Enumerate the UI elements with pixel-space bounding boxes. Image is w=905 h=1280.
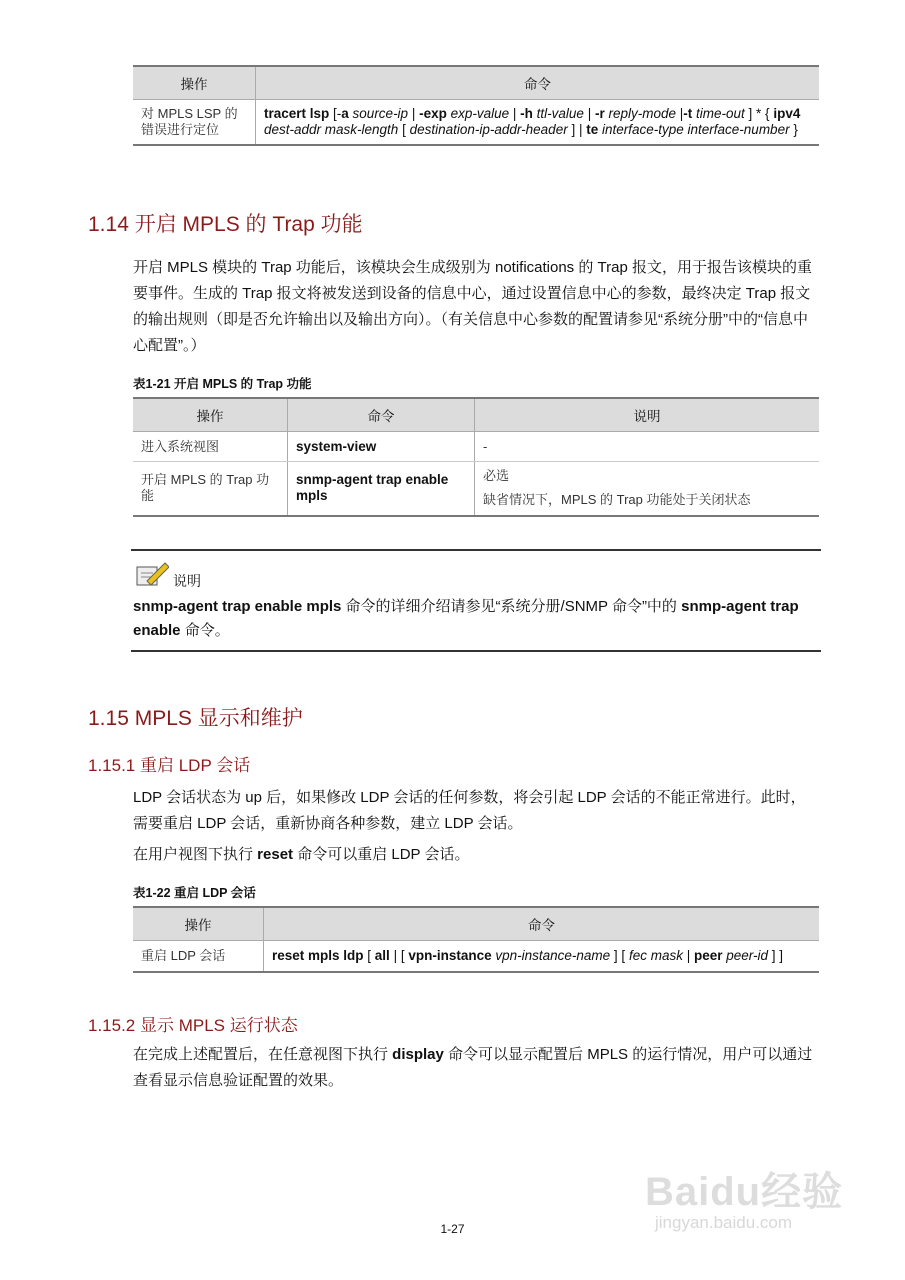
operation-cell: 对 MPLS LSP 的错误进行定位 <box>133 100 256 146</box>
parameter-text: reply-mode <box>608 106 676 121</box>
text-segment: | <box>408 106 420 121</box>
text-segment: | <box>509 106 521 121</box>
note-text <box>133 595 819 643</box>
keyword-text: snmp-agent trap enable <box>133 598 799 639</box>
header-operation: 操作 <box>133 907 264 941</box>
reset-ldp-table <box>133 906 819 973</box>
operation-cell: 开启 MPLS 的 Trap 功能 <box>133 462 288 516</box>
keyword-text: ipv4 <box>773 106 801 121</box>
page-number: 1-27 <box>440 1222 465 1236</box>
table-caption: 表1-21 开启 MPLS 的 Trap 功能 <box>133 377 312 391</box>
note-pencil-icon <box>135 561 169 592</box>
command-table-tracert <box>133 65 819 146</box>
keyword-text: -r <box>594 106 609 121</box>
command-cell: snmp-agent trap enable mpls <box>288 462 475 516</box>
text-segment: [ <box>363 947 375 963</box>
keyword-text: -t <box>683 106 697 121</box>
text-segment: 命令。 <box>180 622 230 639</box>
section-heading-1-15-1: 1.15.1 重启 LDP 会话 <box>88 756 251 775</box>
text-segment: [ <box>398 122 410 137</box>
header-command: 命令 <box>288 398 475 432</box>
note-label: 说明 <box>173 573 201 589</box>
parameter-text: dest-addr mask-length <box>264 122 399 137</box>
header-operation: 操作 <box>133 66 256 100</box>
section-heading-1-14: 1.14 开启 MPLS 的 Trap 功能 <box>88 213 363 236</box>
operation-cell: 进入系统视图 <box>133 432 288 462</box>
parameter-text: source-ip <box>352 106 409 121</box>
operation-cell: 重启 LDP 会话 <box>133 941 264 972</box>
keyword-text: a <box>341 106 353 121</box>
keyword-text: snmp-agent trap enable mpls <box>133 598 342 615</box>
parameter-text: destination-ip-addr-header <box>409 122 568 137</box>
text-segment: | <box>682 947 694 963</box>
text-segment: 命令可以重启 LDP 会话。 <box>293 846 470 863</box>
table-row <box>133 462 819 516</box>
table-row <box>133 432 819 462</box>
text-segment: | <box>583 106 595 121</box>
header-command: 命令 <box>264 907 820 941</box>
command-cell: system-view <box>288 432 475 462</box>
text-segment: 在用户视图下执行 <box>133 846 258 863</box>
parameter-text: interface-type interface-number <box>601 122 790 137</box>
note-box <box>131 549 821 652</box>
command-cell <box>256 100 820 146</box>
baidu-watermark-url: jingyan.baidu.com <box>655 1213 793 1232</box>
keyword-text: te <box>586 122 602 137</box>
text-segment: ] ] <box>768 947 784 963</box>
table-row <box>133 941 819 972</box>
parameter-text: vpn-instance-name <box>495 947 611 963</box>
keyword-text: tracert lsp <box>264 106 334 121</box>
paragraph <box>133 842 819 868</box>
parameter-text: fec mask <box>628 947 683 963</box>
paragraph: 开启 MPLS 模块的 Trap 功能后，该模块会生成级别为 notifications 的 Trap 报文，用于报告该模块的重要事件。生成的 Trap 报文将被发送到设备的信息中心，通过设置信息中心的参数，最终决定 Trap 报文的输出规则（即是否允许输出以及输出方向）。（有关信息中心参数的配置请参见“系统分册”中的“信息中心配置”。） <box>133 259 812 354</box>
text-segment: 命令的详细介绍请参见“系统分册/SNMP 命令”中的 <box>341 598 682 615</box>
trap-table <box>133 397 819 517</box>
section-heading-1-15: 1.15 MPLS 显示和维护 <box>88 707 303 730</box>
text-segment: | <box>676 106 684 121</box>
section-heading-1-15-2: 1.15.2 显示 MPLS 运行状态 <box>88 1016 298 1035</box>
keyword-text: display <box>392 1046 444 1063</box>
header-description: 说明 <box>475 398 820 432</box>
keyword-text: -h <box>520 106 537 121</box>
text-segment: | [ <box>389 947 409 963</box>
parameter-text: ttl-value <box>536 106 584 121</box>
keyword-text: reset mpls ldp <box>272 947 364 963</box>
description-line: 缺省情况下，MPLS 的 Trap 功能处于关闭状态 <box>483 492 751 508</box>
keyword-text: vpn-instance <box>408 947 496 963</box>
keyword-text: all <box>374 947 390 963</box>
header-command: 命令 <box>256 66 820 100</box>
text-segment: ] [ <box>610 947 629 963</box>
parameter-text: peer-id <box>726 947 769 963</box>
description-cell <box>475 462 820 516</box>
parameter-text: time-out <box>696 106 745 121</box>
command-cell <box>264 941 820 972</box>
paragraph <box>133 1042 819 1094</box>
text-segment: } <box>789 122 798 137</box>
text-segment: [- <box>333 106 342 121</box>
keyword-text: reset <box>257 846 294 863</box>
keyword-text: -exp <box>419 106 451 121</box>
parameter-text: exp-value <box>450 106 510 121</box>
text-segment: 在完成上述配置后，在任意视图下执行 <box>133 1046 393 1063</box>
paragraph: LDP 会话状态为 up 后，如果修改 LDP 会话的任何参数，将会引起 LDP 会话的不能正常进行。此时，需要重启 LDP 会话，重新协商各种参数，建立 LDP 会话。 <box>133 789 806 832</box>
table-row <box>133 100 819 146</box>
description-line: 必选 <box>483 468 510 484</box>
text-segment: ] * { <box>744 106 774 121</box>
baidu-watermark-logo: Baidu经验 <box>645 1170 844 1214</box>
keyword-text: peer <box>693 947 727 963</box>
text-segment: 命令可以显示配置后 MPLS 的运行情况，用户可以通过查看显示信息验证配置的效果。 <box>133 1046 813 1089</box>
text-segment: ] | <box>567 122 587 137</box>
table-caption: 表1-22 重启 LDP 会话 <box>133 886 256 900</box>
description-cell: - <box>475 432 820 462</box>
header-operation: 操作 <box>133 398 288 432</box>
